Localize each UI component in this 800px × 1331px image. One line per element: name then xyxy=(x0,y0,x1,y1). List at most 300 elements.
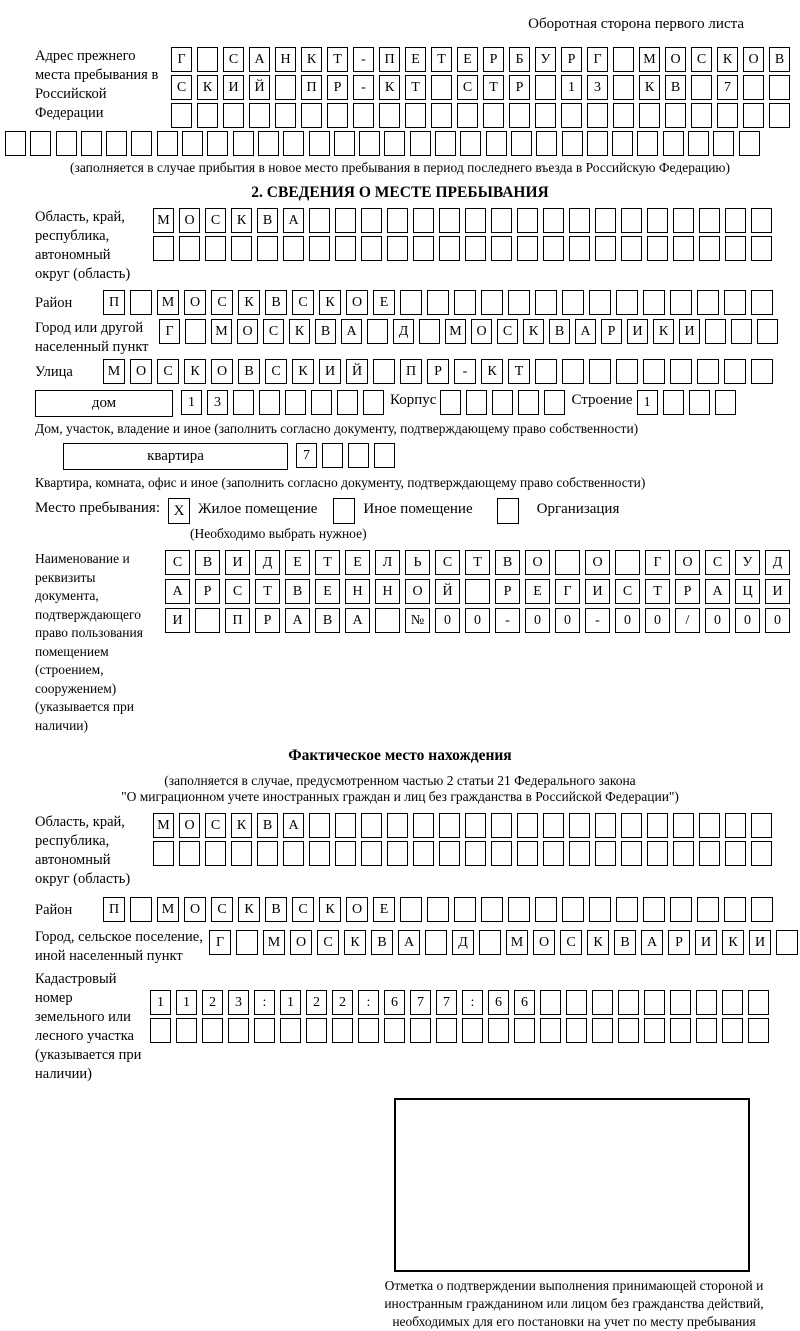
char-cell[interactable]: И xyxy=(627,319,648,344)
char-cell[interactable]: Г xyxy=(171,47,192,72)
char-cell[interactable]: 0 xyxy=(645,608,670,633)
char-cell[interactable]: Р xyxy=(668,930,690,955)
char-cell[interactable] xyxy=(724,359,746,384)
char-cell[interactable] xyxy=(725,841,746,866)
char-cell[interactable] xyxy=(257,236,278,261)
char-cell[interactable] xyxy=(616,897,638,922)
char-cell[interactable] xyxy=(724,897,746,922)
char-cell[interactable] xyxy=(670,290,692,315)
char-cell[interactable]: 0 xyxy=(555,608,580,633)
char-cell[interactable] xyxy=(595,236,616,261)
char-cell[interactable] xyxy=(566,1018,587,1043)
char-cell[interactable] xyxy=(616,290,638,315)
char-cell[interactable] xyxy=(454,897,476,922)
char-cell[interactable] xyxy=(387,236,408,261)
char-cell[interactable]: В xyxy=(265,897,287,922)
char-cell[interactable]: Й xyxy=(249,75,270,100)
char-cell[interactable] xyxy=(283,131,304,156)
char-cell[interactable] xyxy=(637,131,658,156)
char-cell[interactable] xyxy=(361,841,382,866)
char-cell[interactable] xyxy=(491,236,512,261)
char-cell[interactable] xyxy=(643,359,665,384)
char-cell[interactable] xyxy=(743,103,764,128)
char-cell[interactable] xyxy=(207,131,228,156)
char-cell[interactable]: У xyxy=(735,550,760,575)
char-cell[interactable]: М xyxy=(153,208,174,233)
char-cell[interactable] xyxy=(231,236,252,261)
char-cell[interactable]: - xyxy=(353,47,374,72)
char-cell[interactable]: Р xyxy=(255,608,280,633)
char-cell[interactable] xyxy=(153,841,174,866)
char-cell[interactable]: 0 xyxy=(705,608,730,633)
char-cell[interactable] xyxy=(639,103,660,128)
char-cell[interactable]: - xyxy=(353,75,374,100)
char-cell[interactable] xyxy=(699,841,720,866)
char-cell[interactable]: Д xyxy=(452,930,474,955)
char-cell[interactable] xyxy=(689,390,710,415)
char-cell[interactable]: В xyxy=(285,579,310,604)
char-cell[interactable]: Е xyxy=(373,290,395,315)
char-cell[interactable] xyxy=(283,841,304,866)
char-cell[interactable] xyxy=(435,131,456,156)
char-cell[interactable] xyxy=(673,236,694,261)
char-cell[interactable] xyxy=(439,208,460,233)
char-cell[interactable] xyxy=(618,1018,639,1043)
char-cell[interactable] xyxy=(724,290,746,315)
char-cell[interactable]: В xyxy=(315,319,336,344)
char-cell[interactable] xyxy=(621,236,642,261)
char-cell[interactable]: В xyxy=(265,290,287,315)
char-cell[interactable]: 3 xyxy=(587,75,608,100)
char-cell[interactable] xyxy=(696,1018,717,1043)
char-cell[interactable] xyxy=(540,990,561,1015)
char-cell[interactable]: М xyxy=(157,290,179,315)
char-cell[interactable]: Е xyxy=(525,579,550,604)
char-cell[interactable]: О xyxy=(130,359,152,384)
char-cell[interactable] xyxy=(561,103,582,128)
char-cell[interactable]: К xyxy=(197,75,218,100)
char-cell[interactable]: Б xyxy=(509,47,530,72)
char-cell[interactable] xyxy=(691,103,712,128)
char-cell[interactable] xyxy=(592,990,613,1015)
char-cell[interactable] xyxy=(465,208,486,233)
char-cell[interactable]: Й xyxy=(435,579,460,604)
char-cell[interactable] xyxy=(275,103,296,128)
char-cell[interactable] xyxy=(562,897,584,922)
char-cell[interactable] xyxy=(613,103,634,128)
char-cell[interactable]: 7 xyxy=(436,990,457,1015)
char-cell[interactable]: У xyxy=(535,47,556,72)
char-cell[interactable]: С xyxy=(292,290,314,315)
char-cell[interactable] xyxy=(543,236,564,261)
char-cell[interactable]: 1 xyxy=(181,390,202,415)
char-cell[interactable]: М xyxy=(639,47,660,72)
char-cell[interactable]: О xyxy=(533,930,555,955)
char-cell[interactable] xyxy=(30,131,51,156)
char-cell[interactable] xyxy=(544,390,565,415)
char-cell[interactable] xyxy=(612,131,633,156)
char-cell[interactable]: О xyxy=(346,897,368,922)
char-cell[interactable] xyxy=(491,841,512,866)
residential-checkbox[interactable]: X xyxy=(168,498,190,524)
char-cell[interactable]: К xyxy=(184,359,206,384)
char-cell[interactable] xyxy=(465,841,486,866)
char-cell[interactable] xyxy=(233,131,254,156)
char-cell[interactable]: М xyxy=(103,359,125,384)
char-cell[interactable]: И xyxy=(223,75,244,100)
char-cell[interactable] xyxy=(517,208,538,233)
char-cell[interactable] xyxy=(322,443,343,468)
char-cell[interactable] xyxy=(483,103,504,128)
char-cell[interactable] xyxy=(587,103,608,128)
char-cell[interactable]: Г xyxy=(587,47,608,72)
char-cell[interactable] xyxy=(536,131,557,156)
char-cell[interactable] xyxy=(375,608,400,633)
char-cell[interactable] xyxy=(197,47,218,72)
char-cell[interactable] xyxy=(543,208,564,233)
char-cell[interactable] xyxy=(236,930,258,955)
char-cell[interactable] xyxy=(309,131,330,156)
char-cell[interactable] xyxy=(131,131,152,156)
char-cell[interactable] xyxy=(283,236,304,261)
other-premises-checkbox[interactable] xyxy=(333,498,355,524)
char-cell[interactable]: Т xyxy=(465,550,490,575)
char-cell[interactable] xyxy=(713,131,734,156)
char-cell[interactable]: Г xyxy=(209,930,231,955)
char-cell[interactable]: 2 xyxy=(306,990,327,1015)
char-cell[interactable]: К xyxy=(231,208,252,233)
char-cell[interactable]: К xyxy=(344,930,366,955)
char-cell[interactable] xyxy=(751,359,773,384)
char-cell[interactable] xyxy=(491,208,512,233)
char-cell[interactable]: А xyxy=(705,579,730,604)
char-cell[interactable] xyxy=(535,290,557,315)
char-cell[interactable]: 2 xyxy=(202,990,223,1015)
char-cell[interactable]: О xyxy=(405,579,430,604)
char-cell[interactable]: О xyxy=(184,897,206,922)
char-cell[interactable]: В xyxy=(238,359,260,384)
char-cell[interactable] xyxy=(647,841,668,866)
char-cell[interactable]: 1 xyxy=(150,990,171,1015)
char-cell[interactable]: 3 xyxy=(228,990,249,1015)
char-cell[interactable] xyxy=(535,897,557,922)
char-cell[interactable]: Р xyxy=(483,47,504,72)
char-cell[interactable] xyxy=(621,813,642,838)
char-cell[interactable]: А xyxy=(285,608,310,633)
char-cell[interactable] xyxy=(535,75,556,100)
char-cell[interactable] xyxy=(589,290,611,315)
apartment-type-box[interactable]: квартира xyxy=(63,443,288,470)
char-cell[interactable]: И xyxy=(319,359,341,384)
char-cell[interactable]: С xyxy=(292,897,314,922)
char-cell[interactable]: С xyxy=(225,579,250,604)
char-cell[interactable] xyxy=(384,131,405,156)
char-cell[interactable] xyxy=(699,208,720,233)
char-cell[interactable]: О xyxy=(743,47,764,72)
char-cell[interactable]: В xyxy=(371,930,393,955)
char-cell[interactable]: К xyxy=(292,359,314,384)
char-cell[interactable]: С xyxy=(615,579,640,604)
char-cell[interactable]: В xyxy=(549,319,570,344)
char-cell[interactable] xyxy=(540,1018,561,1043)
char-cell[interactable] xyxy=(457,103,478,128)
char-cell[interactable]: О xyxy=(179,208,200,233)
char-cell[interactable] xyxy=(508,290,530,315)
char-cell[interactable]: С xyxy=(497,319,518,344)
char-cell[interactable]: С xyxy=(435,550,460,575)
char-cell[interactable] xyxy=(309,236,330,261)
char-cell[interactable] xyxy=(257,841,278,866)
char-cell[interactable] xyxy=(228,1018,249,1043)
char-cell[interactable] xyxy=(379,103,400,128)
char-cell[interactable] xyxy=(157,131,178,156)
char-cell[interactable]: А xyxy=(398,930,420,955)
char-cell[interactable] xyxy=(613,47,634,72)
char-cell[interactable] xyxy=(491,813,512,838)
char-cell[interactable] xyxy=(427,897,449,922)
char-cell[interactable]: Е xyxy=(405,47,426,72)
char-cell[interactable] xyxy=(439,841,460,866)
char-cell[interactable] xyxy=(644,1018,665,1043)
char-cell[interactable] xyxy=(309,813,330,838)
char-cell[interactable] xyxy=(751,236,772,261)
char-cell[interactable] xyxy=(691,75,712,100)
char-cell[interactable]: : xyxy=(358,990,379,1015)
char-cell[interactable]: № xyxy=(405,608,430,633)
char-cell[interactable] xyxy=(670,359,692,384)
char-cell[interactable]: С xyxy=(263,319,284,344)
char-cell[interactable]: О xyxy=(237,319,258,344)
char-cell[interactable] xyxy=(465,579,490,604)
char-cell[interactable]: И xyxy=(695,930,717,955)
char-cell[interactable]: С xyxy=(223,47,244,72)
char-cell[interactable] xyxy=(663,131,684,156)
char-cell[interactable]: О xyxy=(346,290,368,315)
char-cell[interactable] xyxy=(413,208,434,233)
char-cell[interactable]: Ь xyxy=(405,550,430,575)
char-cell[interactable]: О xyxy=(184,290,206,315)
char-cell[interactable] xyxy=(748,1018,769,1043)
char-cell[interactable] xyxy=(725,236,746,261)
char-cell[interactable] xyxy=(205,841,226,866)
char-cell[interactable] xyxy=(425,930,447,955)
char-cell[interactable]: О xyxy=(585,550,610,575)
char-cell[interactable] xyxy=(595,813,616,838)
char-cell[interactable]: Р xyxy=(601,319,622,344)
char-cell[interactable] xyxy=(481,290,503,315)
char-cell[interactable] xyxy=(643,897,665,922)
char-cell[interactable] xyxy=(616,359,638,384)
char-cell[interactable]: С xyxy=(317,930,339,955)
char-cell[interactable] xyxy=(153,236,174,261)
char-cell[interactable]: Е xyxy=(457,47,478,72)
char-cell[interactable] xyxy=(334,131,355,156)
char-cell[interactable] xyxy=(337,390,358,415)
char-cell[interactable]: М xyxy=(506,930,528,955)
char-cell[interactable] xyxy=(460,131,481,156)
char-cell[interactable]: М xyxy=(263,930,285,955)
char-cell[interactable] xyxy=(233,390,254,415)
char-cell[interactable] xyxy=(335,236,356,261)
char-cell[interactable]: Т xyxy=(255,579,280,604)
char-cell[interactable] xyxy=(587,131,608,156)
char-cell[interactable] xyxy=(309,208,330,233)
char-cell[interactable]: А xyxy=(165,579,190,604)
char-cell[interactable] xyxy=(569,841,590,866)
char-cell[interactable] xyxy=(647,208,668,233)
char-cell[interactable]: Г xyxy=(555,579,580,604)
char-cell[interactable]: В xyxy=(495,550,520,575)
char-cell[interactable] xyxy=(387,841,408,866)
char-cell[interactable] xyxy=(359,131,380,156)
char-cell[interactable]: А xyxy=(341,319,362,344)
char-cell[interactable] xyxy=(479,930,501,955)
char-cell[interactable] xyxy=(739,131,760,156)
char-cell[interactable]: М xyxy=(445,319,466,344)
char-cell[interactable] xyxy=(697,897,719,922)
char-cell[interactable] xyxy=(509,103,530,128)
char-cell[interactable]: С xyxy=(171,75,192,100)
char-cell[interactable]: С xyxy=(205,813,226,838)
organization-checkbox[interactable] xyxy=(497,498,519,524)
char-cell[interactable] xyxy=(363,390,384,415)
char-cell[interactable] xyxy=(748,990,769,1015)
char-cell[interactable]: К xyxy=(717,47,738,72)
char-cell[interactable]: И xyxy=(765,579,790,604)
char-cell[interactable]: К xyxy=(319,897,341,922)
char-cell[interactable]: С xyxy=(691,47,712,72)
char-cell[interactable]: Р xyxy=(675,579,700,604)
char-cell[interactable] xyxy=(511,131,532,156)
char-cell[interactable]: Р xyxy=(427,359,449,384)
char-cell[interactable]: 0 xyxy=(435,608,460,633)
char-cell[interactable] xyxy=(405,103,426,128)
char-cell[interactable] xyxy=(130,897,152,922)
char-cell[interactable]: Е xyxy=(285,550,310,575)
char-cell[interactable] xyxy=(670,990,691,1015)
char-cell[interactable] xyxy=(699,813,720,838)
char-cell[interactable] xyxy=(722,1018,743,1043)
char-cell[interactable]: С xyxy=(705,550,730,575)
char-cell[interactable] xyxy=(757,319,778,344)
char-cell[interactable]: С xyxy=(165,550,190,575)
char-cell[interactable] xyxy=(176,1018,197,1043)
char-cell[interactable] xyxy=(569,813,590,838)
char-cell[interactable] xyxy=(179,236,200,261)
char-cell[interactable] xyxy=(725,813,746,838)
char-cell[interactable]: Л xyxy=(375,550,400,575)
char-cell[interactable]: 1 xyxy=(280,990,301,1015)
char-cell[interactable]: П xyxy=(379,47,400,72)
char-cell[interactable]: Д xyxy=(765,550,790,575)
char-cell[interactable]: П xyxy=(301,75,322,100)
char-cell[interactable]: А xyxy=(283,813,304,838)
char-cell[interactable] xyxy=(440,390,461,415)
char-cell[interactable]: С xyxy=(157,359,179,384)
char-cell[interactable] xyxy=(592,1018,613,1043)
char-cell[interactable]: Р xyxy=(509,75,530,100)
char-cell[interactable] xyxy=(361,208,382,233)
char-cell[interactable] xyxy=(439,813,460,838)
char-cell[interactable]: 0 xyxy=(735,608,760,633)
char-cell[interactable] xyxy=(280,1018,301,1043)
char-cell[interactable] xyxy=(555,550,580,575)
char-cell[interactable] xyxy=(56,131,77,156)
char-cell[interactable]: К xyxy=(319,290,341,315)
char-cell[interactable]: П xyxy=(225,608,250,633)
char-cell[interactable]: : xyxy=(462,990,483,1015)
char-cell[interactable]: Д xyxy=(393,319,414,344)
char-cell[interactable] xyxy=(171,103,192,128)
char-cell[interactable] xyxy=(517,841,538,866)
char-cell[interactable]: 1 xyxy=(561,75,582,100)
char-cell[interactable]: 6 xyxy=(384,990,405,1015)
char-cell[interactable]: - xyxy=(585,608,610,633)
char-cell[interactable]: О xyxy=(211,359,233,384)
char-cell[interactable] xyxy=(361,236,382,261)
char-cell[interactable] xyxy=(205,236,226,261)
char-cell[interactable] xyxy=(595,208,616,233)
char-cell[interactable] xyxy=(673,208,694,233)
char-cell[interactable]: К xyxy=(238,290,260,315)
char-cell[interactable]: С xyxy=(211,897,233,922)
char-cell[interactable]: О xyxy=(471,319,492,344)
char-cell[interactable] xyxy=(413,841,434,866)
char-cell[interactable]: К xyxy=(301,47,322,72)
char-cell[interactable]: К xyxy=(639,75,660,100)
char-cell[interactable]: С xyxy=(211,290,233,315)
char-cell[interactable] xyxy=(569,236,590,261)
char-cell[interactable]: Т xyxy=(405,75,426,100)
char-cell[interactable] xyxy=(431,103,452,128)
char-cell[interactable] xyxy=(81,131,102,156)
char-cell[interactable] xyxy=(400,290,422,315)
char-cell[interactable]: П xyxy=(103,290,125,315)
char-cell[interactable]: Р xyxy=(195,579,220,604)
char-cell[interactable]: Е xyxy=(345,550,370,575)
char-cell[interactable] xyxy=(589,897,611,922)
char-cell[interactable] xyxy=(696,990,717,1015)
char-cell[interactable]: В xyxy=(614,930,636,955)
char-cell[interactable]: Т xyxy=(645,579,670,604)
char-cell[interactable]: Т xyxy=(315,550,340,575)
char-cell[interactable]: А xyxy=(641,930,663,955)
char-cell[interactable] xyxy=(327,103,348,128)
char-cell[interactable]: И xyxy=(679,319,700,344)
char-cell[interactable] xyxy=(663,390,684,415)
char-cell[interactable]: В xyxy=(257,813,278,838)
char-cell[interactable] xyxy=(508,897,530,922)
char-cell[interactable] xyxy=(275,75,296,100)
char-cell[interactable] xyxy=(185,319,206,344)
char-cell[interactable]: К xyxy=(722,930,744,955)
char-cell[interactable]: К xyxy=(653,319,674,344)
char-cell[interactable] xyxy=(486,131,507,156)
char-cell[interactable]: Г xyxy=(645,550,670,575)
char-cell[interactable]: Т xyxy=(327,47,348,72)
char-cell[interactable]: 7 xyxy=(717,75,738,100)
char-cell[interactable]: : xyxy=(254,990,275,1015)
char-cell[interactable]: - xyxy=(454,359,476,384)
char-cell[interactable] xyxy=(665,103,686,128)
char-cell[interactable] xyxy=(562,359,584,384)
char-cell[interactable] xyxy=(492,390,513,415)
char-cell[interactable] xyxy=(699,236,720,261)
char-cell[interactable]: А xyxy=(575,319,596,344)
char-cell[interactable] xyxy=(518,390,539,415)
char-cell[interactable] xyxy=(717,103,738,128)
char-cell[interactable]: - xyxy=(495,608,520,633)
